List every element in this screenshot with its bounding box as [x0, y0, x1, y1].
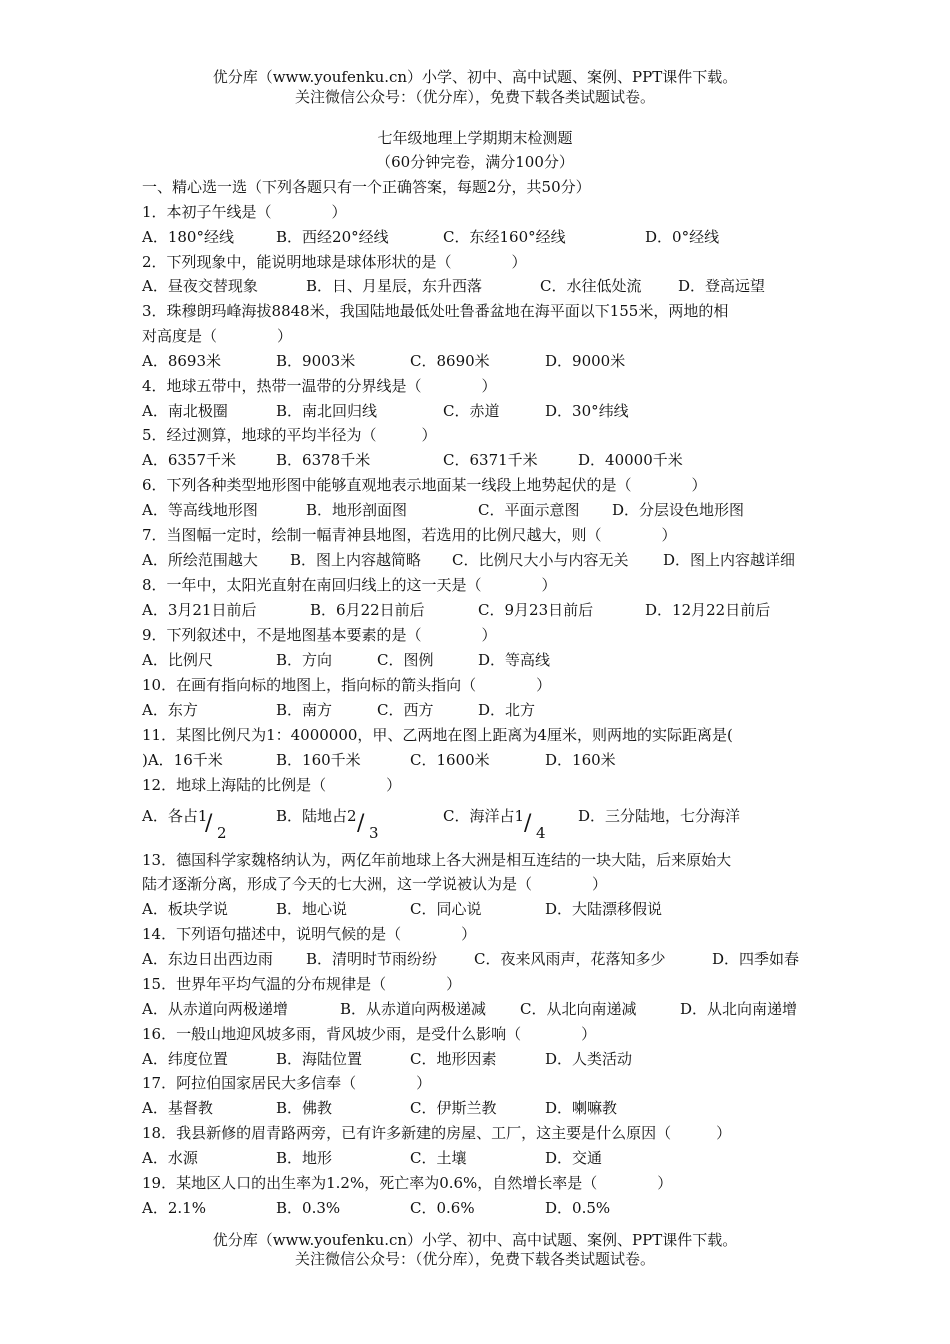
question-7-stem: 7．当图幅一定时，绘制一幅青神县地图，若选用的比例尺越大，则（ ）	[142, 526, 677, 544]
question-4-option-d: D．30°纬线	[545, 402, 629, 420]
question-16-option-a: A．纬度位置	[142, 1050, 228, 1068]
fraction-slash: /	[357, 811, 365, 836]
question-19-option-b: B．0.3%	[276, 1199, 341, 1217]
question-13-stem-line-2: 陆才逐渐分离，形成了今天的七大洲，这一学说被认为是（ ）	[142, 875, 608, 893]
question-12-option-c: C．海洋占1	[443, 807, 525, 825]
question-9-option-a: A．比例尺	[142, 651, 213, 669]
question-8-option-d: D．12月22日前后	[645, 601, 771, 619]
question-3-option-b: B．9003米	[276, 352, 356, 370]
question-2-option-c: C．水往低处流	[540, 277, 642, 295]
question-12-stem: 12．地球上海陆的比例是（ ）	[142, 776, 402, 794]
header-line-2: 关注微信公众号：（优分库），免费下载各类试题试卷。	[294, 88, 655, 106]
question-4-option-b: B．南北回归线	[276, 402, 378, 420]
question-11-stem: 11．某图比例尺为1：4000000，甲、乙两地在图上距离为4厘米，则两地的实际距离是(	[142, 726, 733, 744]
question-17-stem: 17．阿拉伯国家居民大多信奉（ ）	[142, 1074, 432, 1092]
question-18-option-b: B．地形	[276, 1149, 333, 1167]
question-6-stem: 6．下列各种类型地形图中能够直观地表示地面某一线段上地势起伏的是（ ）	[142, 476, 707, 494]
question-12-option-b: B．陆地占2	[276, 807, 357, 825]
question-3-option-d: D．9000米	[545, 352, 626, 370]
question-16-option-b: B．海陆位置	[276, 1050, 363, 1068]
question-7-option-a: A．所绘范围越大	[142, 551, 258, 569]
question-13-option-a: A．板块学说	[142, 900, 228, 918]
question-18-option-d: D．交通	[545, 1149, 603, 1167]
question-9-option-b: B．方向	[276, 651, 333, 669]
question-13-option-b: B．地心说	[276, 900, 348, 918]
question-2-option-b: B．日、月星辰，东升西落	[306, 277, 483, 295]
question-17-option-c: C．伊斯兰教	[410, 1099, 497, 1117]
question-19-option-d: D．0.5%	[545, 1199, 611, 1217]
question-11-option-b: B．160千米	[276, 751, 361, 769]
question-13-stem-line-1: 13．德国科学家魏格纳认为，两亿年前地球上各大洲是相互连结的一块大陆，后来原始大	[142, 851, 732, 869]
question-16-option-d: D．人类活动	[545, 1050, 633, 1068]
question-8-option-c: C．9月23日前后	[478, 601, 594, 619]
question-1-option-d: D．0°经线	[645, 228, 720, 246]
question-7-option-d: D．图上内容越详细	[663, 551, 796, 569]
question-11-option-a: )A．16千米	[142, 751, 223, 769]
question-5-option-a: A．6357千米	[142, 451, 237, 469]
question-5-option-c: C．6371千米	[443, 451, 538, 469]
footer-line-1: 优分库（www.youfenku.cn）小学、初中、高中试题、案例、PPT课件下载。	[212, 1231, 738, 1249]
question-9-option-c: C．图例	[377, 651, 434, 669]
question-12-option-a: A．各占1	[142, 807, 208, 825]
question-12-option-a-denominator: 2	[217, 824, 227, 842]
question-18-stem: 18．我县新修的眉青路两旁，已有许多新建的房屋、工厂，这主要是什么原因（ ）	[142, 1124, 732, 1142]
question-6-option-c: C．平面示意图	[478, 501, 580, 519]
question-5-stem: 5．经过测算，地球的平均半径为（ ）	[142, 426, 437, 444]
fraction-slash: /	[524, 811, 532, 836]
question-3-stem-line-1: 3．珠穆朗玛峰海拔8848米，我国陆地最低处吐鲁番盆地在海平面以下155米，两地的相	[142, 302, 729, 320]
question-14-stem: 14．下列语句描述中，说明气候的是（ ）	[142, 925, 477, 943]
question-14-option-d: D．四季如春	[712, 950, 800, 968]
question-17-option-a: A．基督教	[142, 1099, 213, 1117]
question-12-option-c-denominator: 4	[536, 824, 546, 842]
question-4-stem: 4．地球五带中，热带一温带的分界线是（ ）	[142, 377, 497, 395]
question-2-option-d: D．登高远望	[678, 277, 766, 295]
question-4-option-c: C．赤道	[443, 402, 500, 420]
question-19-stem: 19．某地区人口的出生率为1.2%，死亡率为0.6%，自然增长率是（ ）	[142, 1174, 673, 1192]
question-15-option-d: D．从北向南递增	[680, 1000, 798, 1018]
question-10-stem: 10．在画有指向标的地图上，指向标的箭头指向（ ）	[142, 676, 552, 694]
question-8-option-a: A．3月21日前后	[142, 601, 257, 619]
question-19-option-a: A．2.1%	[142, 1199, 206, 1217]
header-line-1: 优分库（www.youfenku.cn）小学、初中、高中试题、案例、PPT课件下载。	[212, 68, 738, 86]
footer-line-2: 关注微信公众号：（优分库），免费下载各类试题试卷。	[294, 1250, 655, 1268]
question-2-option-a: A．昼夜交替现象	[142, 277, 258, 295]
question-11-option-d: D．160米	[545, 751, 616, 769]
question-1-option-b: B．西经20°经线	[276, 228, 389, 246]
question-18-option-a: A．水源	[142, 1149, 198, 1167]
question-14-option-b: B．清明时节雨纷纷	[306, 950, 438, 968]
question-13-option-c: C．同心说	[410, 900, 482, 918]
question-10-option-d: D．北方	[478, 701, 536, 719]
question-15-stem: 15．世界年平均气温的分布规律是（ ）	[142, 975, 462, 993]
question-5-option-d: D．40000千米	[578, 451, 683, 469]
question-1-option-a: A．180°经线	[142, 228, 234, 246]
question-12-option-d: D．三分陆地，七分海洋	[578, 807, 741, 825]
question-2-stem: 2．下列现象中，能说明地球是球体形状的是（ ）	[142, 253, 527, 271]
question-16-stem: 16．一般山地迎风坡多雨，背风坡少雨，是受什么影响（ ）	[142, 1025, 597, 1043]
question-9-option-d: D．等高线	[478, 651, 551, 669]
question-14-option-a: A．东边日出西边雨	[142, 950, 273, 968]
question-7-option-b: B．图上内容越简略	[290, 551, 422, 569]
question-4-option-a: A．南北极圈	[142, 402, 228, 420]
question-1-stem: 1．本初子午线是（ ）	[142, 203, 347, 221]
question-3-option-c: C．8690米	[410, 352, 490, 370]
question-10-option-c: C．西方	[377, 701, 434, 719]
section-heading: 一、精心选一选（下列各题只有一个正确答案，每题2分，共50分）	[142, 178, 591, 196]
question-17-option-d: D．喇嘛教	[545, 1099, 618, 1117]
question-15-option-a: A．从赤道向两极递增	[142, 1000, 288, 1018]
fraction-slash: /	[205, 811, 213, 836]
question-19-option-c: C．0.6%	[410, 1199, 475, 1217]
question-9-stem: 9．下列叙述中，不是地图基本要素的是（ ）	[142, 626, 497, 644]
page-subtitle: （60分钟完卷，满分100分）	[376, 153, 574, 171]
page-title: 七年级地理上学期期末检测题	[377, 129, 573, 147]
question-13-option-d: D．大陆漂移假说	[545, 900, 663, 918]
question-1-option-c: C．东经160°经线	[443, 228, 566, 246]
question-15-option-c: C．从北向南递减	[520, 1000, 637, 1018]
question-6-option-b: B．地形剖面图	[306, 501, 408, 519]
question-10-option-a: A．东方	[142, 701, 198, 719]
question-5-option-b: B．6378千米	[276, 451, 371, 469]
question-3-stem-line-2: 对高度是（ ）	[142, 327, 293, 345]
question-16-option-c: C．地形因素	[410, 1050, 497, 1068]
question-8-option-b: B．6月22日前后	[310, 601, 425, 619]
question-7-option-c: C．比例尺大小与内容无关	[452, 551, 629, 569]
question-12-option-b-denominator: 3	[369, 824, 379, 842]
question-11-option-c: C．1600米	[410, 751, 490, 769]
question-14-option-c: C．夜来风雨声，花落知多少	[474, 950, 666, 968]
question-8-stem: 8．一年中，太阳光直射在南回归线上的这一天是（ ）	[142, 576, 557, 594]
question-10-option-b: B．南方	[276, 701, 333, 719]
question-6-option-d: D．分层设色地形图	[612, 501, 745, 519]
question-15-option-b: B．从赤道向两极递减	[340, 1000, 487, 1018]
question-17-option-b: B．佛教	[276, 1099, 333, 1117]
question-18-option-c: C．土壤	[410, 1149, 467, 1167]
question-6-option-a: A．等高线地形图	[142, 501, 258, 519]
question-3-option-a: A．8693米	[142, 352, 222, 370]
